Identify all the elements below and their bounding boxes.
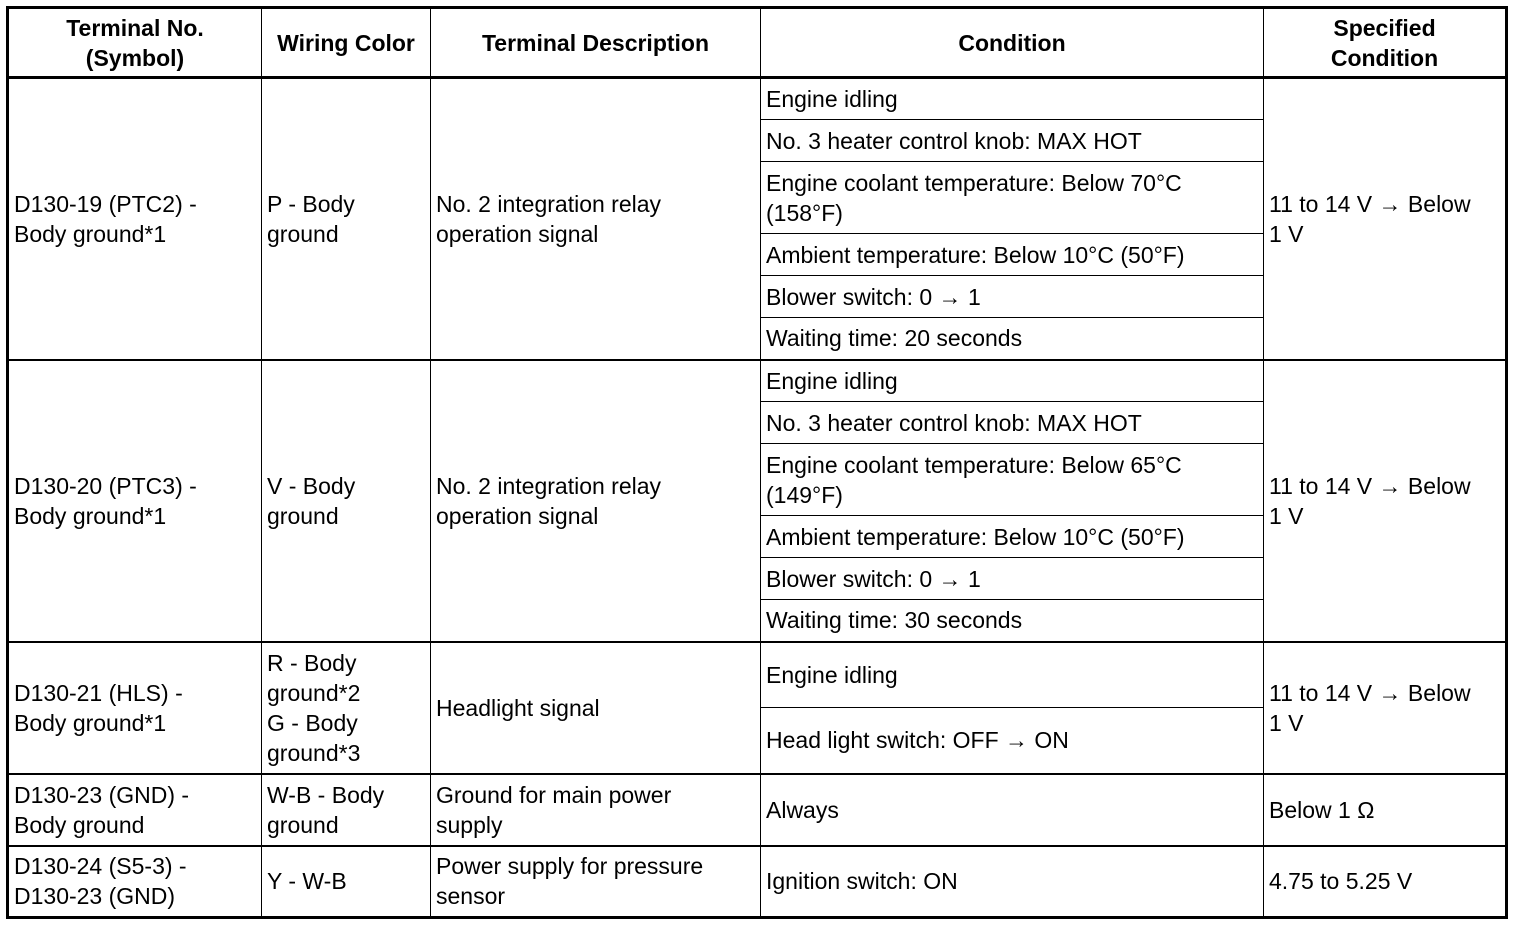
header-terminal: Terminal No. (Symbol) — [8, 8, 262, 78]
condition-cell: Head light switch: OFF → ON — [761, 708, 1264, 774]
condition-cell: Engine idling — [761, 78, 1264, 120]
wiring-color-cell: P - Body ground — [262, 78, 431, 360]
header-row — [8, 8, 1507, 78]
table-row — [8, 642, 1507, 708]
condition-cell: Waiting time: 20 seconds — [761, 318, 1264, 360]
condition-cell: Ambient temperature: Below 10°C (50°F) — [761, 516, 1264, 558]
terminal-table — [6, 6, 1508, 919]
terminal-description-cell: No. 2 integration relay operation signal — [431, 78, 761, 360]
terminal-cell: D130-19 (PTC2) - Body ground*1 — [8, 78, 262, 360]
table-row — [8, 774, 1507, 846]
condition-cell: Blower switch: 0 → 1 — [761, 558, 1264, 600]
terminal-cell: D130-21 (HLS) - Body ground*1 — [8, 642, 262, 774]
table-row — [8, 360, 1507, 402]
wiring-color-cell: V - Body ground — [262, 360, 431, 642]
condition-cell: Engine idling — [761, 360, 1264, 402]
condition-cell: Always — [761, 774, 1264, 846]
terminal-description-cell: Power supply for pressure sensor — [431, 846, 761, 918]
table-body — [8, 78, 1507, 918]
specified-condition-cell: 11 to 14 V → Below 1 V — [1264, 360, 1507, 642]
terminal-cell: D130-24 (S5-3) - D130-23 (GND) — [8, 846, 262, 918]
terminal-cell: D130-20 (PTC3) - Body ground*1 — [8, 360, 262, 642]
table-row — [8, 846, 1507, 918]
header-condition: Condition — [761, 8, 1264, 78]
condition-cell: No. 3 heater control knob: MAX HOT — [761, 120, 1264, 162]
specified-condition-cell: Below 1 Ω — [1264, 774, 1507, 846]
terminal-description-cell: No. 2 integration relay operation signal — [431, 360, 761, 642]
wiring-color-cell: W-B - Body ground — [262, 774, 431, 846]
condition-cell: Engine idling — [761, 642, 1264, 708]
condition-cell: Waiting time: 30 seconds — [761, 600, 1264, 642]
terminal-description-cell: Headlight signal — [431, 642, 761, 774]
condition-cell: Ambient temperature: Below 10°C (50°F) — [761, 234, 1264, 276]
condition-cell: Blower switch: 0 → 1 — [761, 276, 1264, 318]
header-terminal-description: Terminal Description — [431, 8, 761, 78]
condition-cell: Ignition switch: ON — [761, 846, 1264, 918]
table-row — [8, 78, 1507, 120]
terminal-description-cell: Ground for main power supply — [431, 774, 761, 846]
condition-cell: No. 3 heater control knob: MAX HOT — [761, 402, 1264, 444]
specified-condition-cell: 11 to 14 V → Below 1 V — [1264, 78, 1507, 360]
specified-condition-cell: 11 to 14 V → Below 1 V — [1264, 642, 1507, 774]
header-specified-condition: Specified Condition — [1264, 8, 1507, 78]
condition-cell: Engine coolant temperature: Below 65°C (149°F) — [761, 444, 1264, 516]
wiring-color-cell: R - Body ground*2 G - Body ground*3 — [262, 642, 431, 774]
condition-cell: Engine coolant temperature: Below 70°C (158°F) — [761, 162, 1264, 234]
wiring-color-cell: Y - W-B — [262, 846, 431, 918]
header-wiring-color: Wiring Color — [262, 8, 431, 78]
specified-condition-cell: 4.75 to 5.25 V — [1264, 846, 1507, 918]
terminal-cell: D130-23 (GND) - Body ground — [8, 774, 262, 846]
